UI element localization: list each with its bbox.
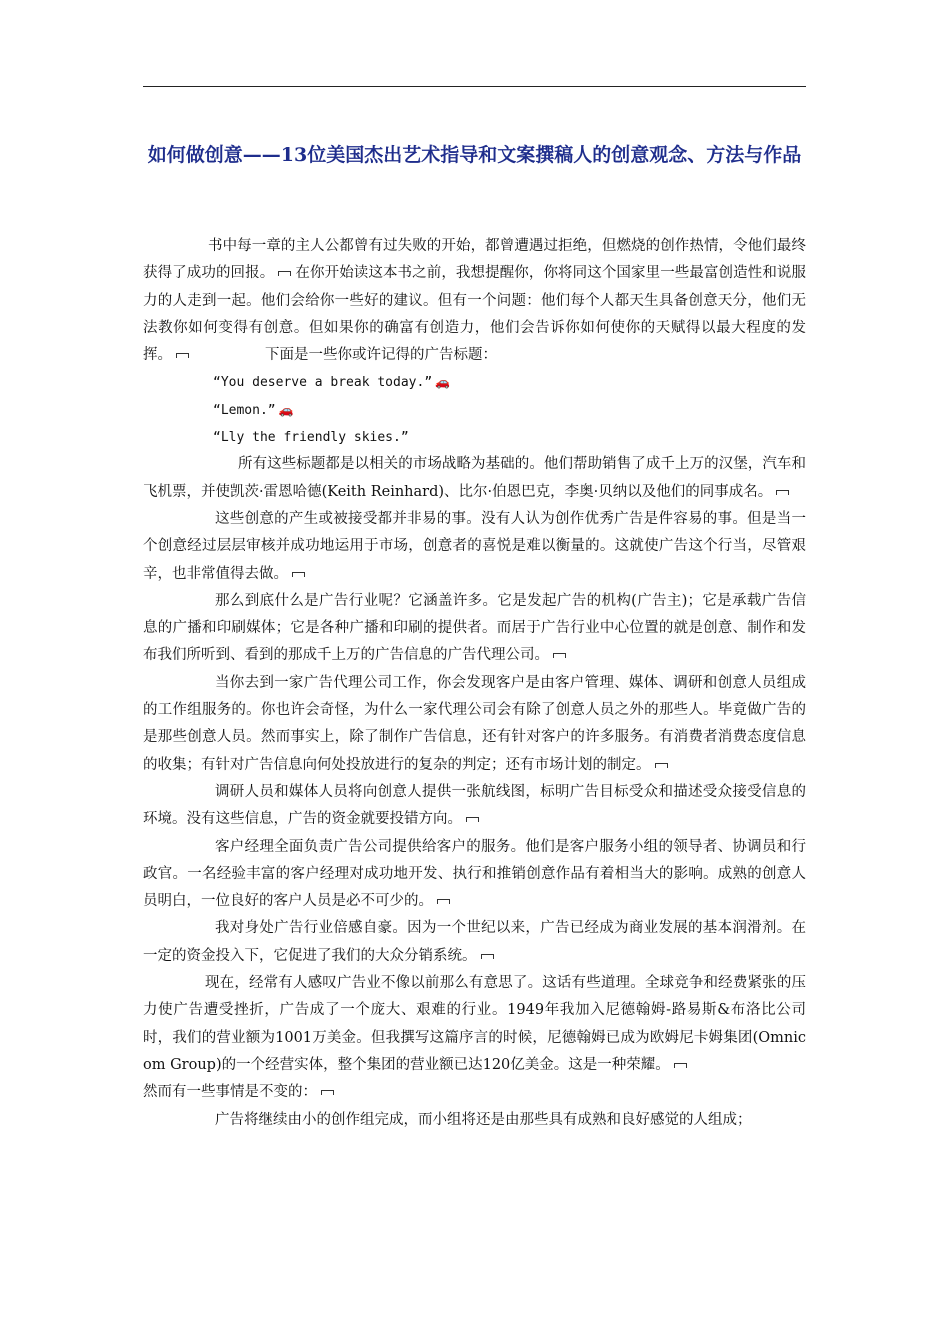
paragraph-4-text: 那么到底什么是广告行业呢？它涵盖许多。它是发起广告的机构(广告主)；它是承载广告信息的广播和印刷媒体；它是各种广播和印刷的提供者。而居于广告行业中心位置的就是创意、制作和发布我们所听到、看到的那成千上万的广告信息的广告代理公司。 [143,592,806,664]
paragraph-mark-icon [321,1090,334,1095]
paragraph-mark-icon [278,271,291,276]
paragraph-6-text: 调研人员和媒体人员将向创意人提供一张航线图，标明广告目标受众和描述受众接受信息的环境。没有这些信息，广告的资金就要投错方向。 [143,783,806,828]
paragraph-11 [143,1107,806,1134]
paragraph-3 [143,506,806,588]
paragraph-8 [143,915,806,970]
header-rule [143,86,806,87]
paragraph-mark-icon [176,353,189,358]
quote-1-text: “You deserve a break today.” [213,375,433,391]
paragraph-mark-icon [655,763,668,768]
quote-1 [143,369,806,396]
paragraph-mark-icon [292,572,305,577]
paragraph-1c: 下面是一些你或许记得的广告标题： [265,347,497,364]
paragraph-7-text: 客户经理全面负责广告公司提供给客户的服务。他们是客户服务小组的领导者、协调员和行政官。一名经验丰富的客户经理对成功地开发、执行和推销创意作品有着相当大的影响。成熟的创意人员明白，一位良好的客户人员是必不可少的。 [143,838,806,910]
paragraph-5-text: 当你去到一家广告代理公司工作，你会发现客户是由客户管理、媒体、调研和创意人员组成的工作组服务的。你也许会奇怪，为什么一家代理公司会有除了创意人员之外的那些人。毕竟做广告的是那些创意人员。然而事实上，除了制作广告信息，还有针对客户的许多服务。有消费者消费态度信息的收集；有针对广告信息向何处投放进行的复杂的判定；还有市场计划的制定。 [143,674,806,773]
paragraph-9 [143,970,806,1079]
paragraph-mark-icon [553,653,566,658]
paragraph-9-text: 现在，经常有人感叹广告业不像以前那么有意思了。这话有些道理。全球竞争和经费紧张的压力使广告遭受挫折，广告成了一个庞大、艰难的行业。1949年我加入尼德翰姆-路易斯&布洛比公司时，我们的营业额为1001万美金。但我撰写这篇序言的时候，尼德翰姆已成为欧姆尼卡姆集团(Omnicom Group)的一个经营实体，整个集团的营业额已达120亿美金。这是一种荣耀。 [143,975,806,1073]
document-title: 如何做创意——13位美国杰出艺术指导和文案撰稿人的创意观念、方法与作品 [147,144,802,166]
paragraph-10-text: 然而有一些事情是不变的： [143,1084,317,1101]
paragraph-3-text: 这些创意的产生或被接受都并非易的事。没有人认为创作优秀广告是件容易的事。但是当一个创意经过层层审核并成功地运用于市场，创意者的喜悦是难以衡量的。这就使广告这个行当，尽管艰辛，也非常值得去做。 [143,510,806,582]
paragraph-mark-icon [437,899,450,904]
paragraph-8-text: 我对身处广告行业倍感自豪。因为一个世纪以来，广告已经成为商业发展的基本润滑剂。在一定的资金投入下，它促进了我们的大众分销系统。 [143,920,806,964]
paragraph-1a: 书中每一章的主人公都曾有过失败的开始，都曾遭遇过拒绝，但燃烧的创作热情，令他们最终获得了成功的回报。 [143,238,806,282]
paragraph-1 [143,233,806,369]
paragraph-11-text: 广告将继续由小的创作组完成，而小组将还是由那些具有成熟和良好感觉的人组成； [215,1111,752,1128]
paragraph-5 [143,670,806,779]
quote-2 [143,397,806,424]
paragraph-7 [143,834,806,916]
car-icon: 🚗 [278,402,294,417]
paragraph-mark-icon [674,1063,687,1068]
document-body [143,233,806,1134]
quote-3-text: “Lly the friendly skies.” [213,430,409,446]
paragraph-mark-icon [481,954,494,959]
quote-2-text: “Lemon.” [213,402,276,418]
paragraph-2-text: 所有这些标题都是以相关的市场战略为基础的。他们帮助销售了成千上万的汉堡，汽车和飞机票，并使凯茨·雷恩哈德(Keith Reinhard)、比尔·伯恩巴克，李奥·贝纳以及他们的同事成名。 [143,456,806,500]
car-icon: 🚗 [435,375,451,390]
quote-3 [143,424,806,451]
paragraph-mark-icon [776,490,789,495]
paragraph-10 [143,1079,806,1106]
paragraph-6 [143,779,806,834]
paragraph-1b: 在你开始读这本书之前，我想提醒你，你将同这个国家里一些最富创造性和说服力的人走到一起。他们会给你一些好的建议。但有一个问题：他们每个人都天生具备创意天分，他们无法教你如何变得有创意。但如果你的确富有创造力，他们会告诉你如何使你的天赋得以最大程度的发挥。 [143,265,807,364]
paragraph-4 [143,588,806,670]
paragraph-2 [143,451,806,506]
paragraph-mark-icon [466,817,479,822]
